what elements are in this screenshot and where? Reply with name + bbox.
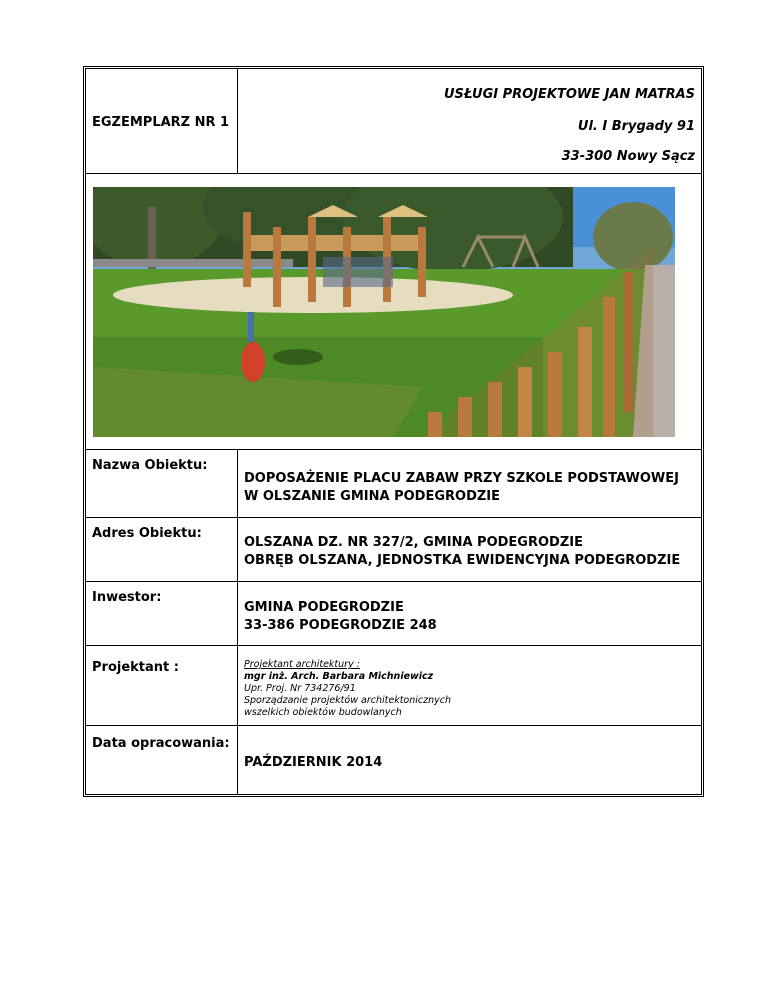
investor-line2: 33-386 PODEGRODZIE 248	[244, 618, 437, 633]
title-page-frame	[83, 66, 704, 797]
label-cell	[86, 646, 238, 725]
date-text: PAŹDZIERNIK 2014	[244, 755, 383, 770]
investor-value	[244, 599, 695, 635]
object-name-line2: W OLSZANIE GMINA PODEGRODZIE	[244, 489, 501, 504]
object-address-line1: OLSZANA DZ. NR 327/2, GMINA PODEGRODZIE	[244, 535, 583, 550]
object-address-label: Adres Obiektu:	[92, 526, 202, 541]
firm-cell	[238, 69, 701, 173]
object-name-label: Nazwa Obiektu:	[92, 458, 208, 473]
designer-scope-line1: Sporządzanie projektów architektonicznych	[244, 695, 451, 706]
label-cell	[86, 450, 238, 517]
object-name-line1: DOPOSAŻENIE PLACU ZABAW PRZY SZKOLE PODSTAWOWEJ	[244, 471, 679, 486]
firm-street: Ul. I Brygady 91	[577, 119, 695, 134]
object-address-value	[244, 534, 695, 570]
investor-line1: GMINA PODEGRODZIE	[244, 600, 404, 615]
copy-number: EGZEMPLARZ NR 1	[92, 115, 230, 130]
investor-label: Inwestor:	[92, 590, 162, 605]
firm-name: USŁUGI PROJEKTOWE JAN MATRAS	[443, 87, 695, 102]
object-name-value	[244, 470, 695, 506]
row-object-name	[86, 450, 701, 518]
photo-cell	[86, 173, 701, 450]
designer-label: Projektant :	[92, 660, 179, 675]
copy-cell	[86, 69, 238, 173]
object-address-line2: OBRĘB OLSZANA, JEDNOSTKA EWIDENCYJNA PODEGRODZIE	[244, 553, 681, 568]
firm-city: 33-300 Nowy Sącz	[561, 149, 695, 164]
row-object-address	[86, 518, 701, 582]
title-header	[86, 69, 701, 174]
designer-scope-line2: wszelkich obiektów budowlanych	[244, 707, 402, 718]
label-cell	[86, 518, 238, 581]
designer-license: Upr. Proj. Nr 734276/91	[244, 683, 356, 694]
date-value	[244, 754, 695, 772]
row-designer	[86, 646, 701, 726]
designer-role: Projektant architektury :	[244, 659, 360, 670]
row-investor	[86, 582, 701, 646]
designer-name: mgr inż. Arch. Barbara Michniewicz	[244, 671, 434, 682]
label-cell	[86, 582, 238, 645]
designer-value	[244, 659, 451, 719]
date-label: Data opracowania:	[92, 736, 230, 751]
row-date	[86, 726, 701, 794]
playground-photo	[93, 187, 675, 437]
label-cell	[86, 726, 238, 794]
